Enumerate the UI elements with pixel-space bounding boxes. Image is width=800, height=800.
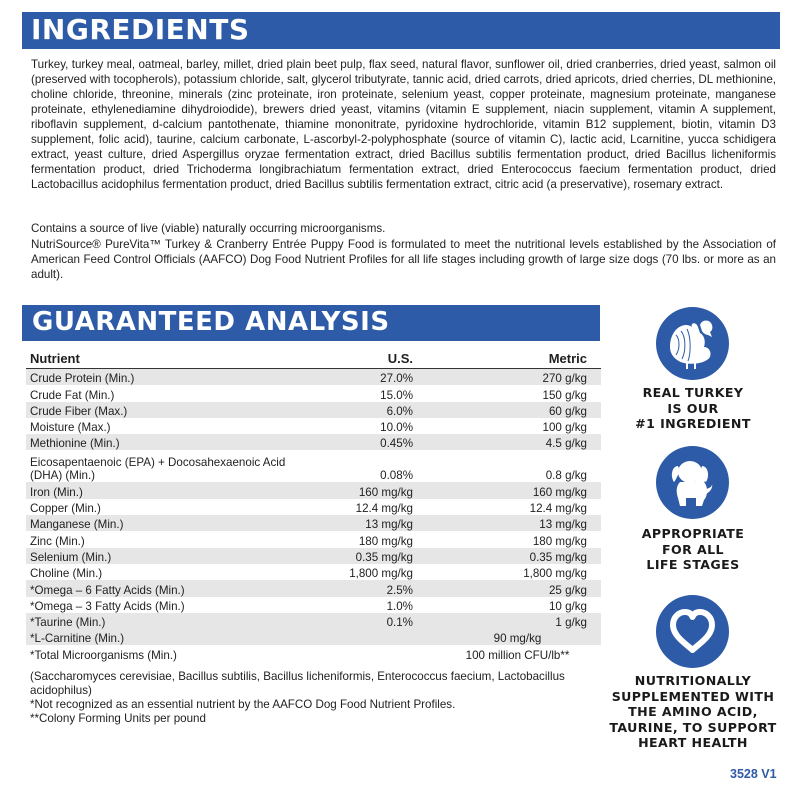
- table-row: [26, 613, 601, 629]
- cell-us: 0.08%: [380, 469, 413, 483]
- cell-us: 1.0%: [386, 599, 413, 613]
- table-row: [26, 597, 601, 613]
- ingredients-banner: [22, 12, 780, 49]
- contains-statement: Contains a source of live (viable) naturally occurring microorganisms.: [31, 222, 386, 235]
- cell-metric: 12.4 mg/kg: [529, 502, 587, 516]
- cell-nutrient: Moisture (Max.): [30, 421, 111, 435]
- heart-badge: [656, 595, 729, 668]
- table-row: [26, 564, 601, 580]
- cell-us: 0.35 mg/kg: [314, 548, 413, 564]
- badge-line: IS OUR: [667, 400, 719, 416]
- badge-line: APPROPRIATE: [641, 526, 745, 541]
- header-us: U.S.: [314, 348, 413, 369]
- header-metric: Metric: [413, 348, 601, 369]
- cell-value: 100 million CFU/lb**: [465, 648, 570, 662]
- cell-metric: 270 g/kg: [413, 369, 601, 386]
- turkey-badge: [656, 307, 729, 380]
- cell-nutrient: Eicosapentaenoic (EPA) + Docosahexaenoic Acid (DHA) (Min.): [30, 456, 286, 483]
- table-row: [26, 450, 601, 482]
- cell-metric: 60 g/kg: [413, 402, 601, 418]
- cell-us: 0.45%: [314, 434, 413, 450]
- table-row: [26, 515, 601, 531]
- cell-nutrient: Choline (Min.): [30, 567, 103, 581]
- cell-us: 27.0%: [314, 369, 413, 386]
- cell-us: 2.5%: [314, 580, 413, 596]
- cell-nutrient: Crude Protein (Min.): [26, 369, 314, 386]
- cell-us: 12.4 mg/kg: [355, 502, 413, 516]
- table-row: [26, 629, 601, 645]
- table-row: [26, 402, 601, 418]
- cell-us: 10.0%: [380, 421, 413, 435]
- product-code: 3528 V1: [730, 767, 777, 781]
- table-header-row: [26, 348, 601, 369]
- cell-metric: 0.8 g/kg: [545, 469, 587, 483]
- cell-nutrient: *Omega – 3 Fatty Acids (Min.): [30, 599, 185, 613]
- table-row: [26, 580, 601, 596]
- cell-value: 90 mg/kg: [314, 629, 601, 645]
- cell-metric: 0.35 mg/kg: [413, 548, 601, 564]
- cell-nutrient: Methionine (Min.): [26, 434, 314, 450]
- table-row: [26, 482, 601, 498]
- cell-us: 0.1%: [314, 613, 413, 629]
- cell-nutrient: Iron (Min.): [26, 482, 314, 498]
- badge-line: REAL TURKEY: [642, 385, 744, 400]
- turkey-icon: [656, 307, 729, 380]
- cell-us: 1,800 mg/kg: [349, 567, 413, 581]
- cell-metric: 10 g/kg: [548, 599, 587, 613]
- footnote-organisms: (Saccharomyces cerevisiae, Bacillus subtilis, Bacillus licheniformis, Enterococcus faecium, Lactobacillus acidophilus): [30, 670, 565, 697]
- cell-nutrient: *L-Carnitine (Min.): [26, 629, 314, 645]
- cell-metric: 1 g/kg: [413, 613, 601, 629]
- cell-us: 180 mg/kg: [358, 534, 413, 548]
- cell-metric: 160 mg/kg: [413, 482, 601, 498]
- cell-metric: 25 g/kg: [413, 580, 601, 596]
- cell-nutrient: Selenium (Min.): [26, 548, 314, 564]
- cell-nutrient: *Taurine (Min.): [26, 613, 314, 629]
- puppy-icon: [656, 446, 729, 519]
- header-nutrient: Nutrient: [26, 348, 314, 369]
- footnote-aafco: *Not recognized as an essential nutrient by the AAFCO Dog Food Nutrient Profiles.: [30, 698, 456, 711]
- badge-line: FOR ALL: [662, 541, 724, 557]
- badge-line: NUTRITIONALLY: [634, 673, 752, 688]
- cell-nutrient: Manganese (Min.): [26, 515, 314, 531]
- cell-nutrient: Copper (Min.): [30, 502, 101, 516]
- puppy-badge-label: [598, 526, 788, 573]
- table-row: [26, 418, 601, 434]
- table-row: [26, 385, 601, 401]
- cell-nutrient: *Total Microorganisms (Min.): [30, 648, 177, 662]
- cell-metric: 180 mg/kg: [532, 534, 587, 548]
- analysis-banner: [22, 305, 600, 341]
- cell-nutrient: Zinc (Min.): [30, 534, 85, 548]
- turkey-badge-label: [598, 385, 788, 432]
- cell-metric: 4.5 g/kg: [413, 434, 601, 450]
- cell-metric: 150 g/kg: [542, 388, 587, 402]
- aafco-statement: NutriSource® PureVita™ Turkey & Cranberry Entrée Puppy Food is formulated to meet the nutritional levels established by the Association of American Feed Control Officials (AAFCO) Dog Food Nutrient Profiles for all life stages including growth of large size dogs (70 lbs. or more as an adult).: [31, 238, 776, 281]
- cell-nutrient: Crude Fiber (Max.): [26, 402, 314, 418]
- cell-us: 160 mg/kg: [314, 482, 413, 498]
- badge-line: SUPPLEMENTED WITH: [611, 688, 775, 704]
- puppy-badge: [656, 446, 729, 519]
- cell-nutrient: *Omega – 6 Fatty Acids (Min.): [26, 580, 314, 596]
- badge-line: TAURINE, TO SUPPORT: [609, 719, 777, 735]
- table-row: [26, 434, 601, 450]
- ingredients-list: Turkey, turkey meal, oatmeal, barley, millet, dried plain beet pulp, flax seed, natural flavor, sunflower oil, dried cranberries, dried yeast, salmon oil (preserved with tocopherols), potassium chloride, salt, glycerol tributyrate, tannic acid, dried carrots, dried apricots, dried cherries, DL methionine, choline chloride, threonine, minerals (zinc proteinate, iron proteinate, selenium yeast, copper proteinate, magnesium proteinate, manganese proteinate, ethylenediamine dihydroiodide), brewers dried yeast, vitamins (vitamin E supplement, niacin supplement, vitamin A supplement, riboflavin supplement, d-calcium pantothenate, thiamine mononitrate, pyridoxine hydrochloride, vitamin B12 supplement, biotin, vitamin D3 supplement, folic acid), taurine, calcium carbonate, L-ascorbyl-2-polyphosphate (source of vitamin C), lactic acid, Lcarnitine, yucca schidigera extract, yeast culture, dried Aspergillus oryzae fermentation extract, dried Bacillus subtilis fermentation product, dried Bacillus licheniformis fermentation product, dried Trichoderma longibrachiatum fermentation extract, dried Enterococcus faecium fermentation product, dried Lactobacillus acidophilus fermentation product, dried Bacillus subtilis fermentation extract, citric acid (a preservative), rosemary extract.: [31, 58, 776, 191]
- badge-line: THE AMINO ACID,: [628, 704, 758, 719]
- badge-line: HEART HEALTH: [638, 735, 748, 750]
- cell-metric: 100 g/kg: [542, 421, 587, 435]
- cell-us: 15.0%: [380, 388, 413, 402]
- badge-line: #1 INGREDIENT: [635, 416, 751, 431]
- heart-badge-label: [598, 673, 788, 751]
- cell-us: 13 mg/kg: [314, 515, 413, 531]
- table-row: [26, 369, 601, 386]
- cell-us: 6.0%: [314, 402, 413, 418]
- cell-metric: 1,800 mg/kg: [523, 567, 587, 581]
- table-row: [26, 531, 601, 547]
- table-row: [26, 548, 601, 564]
- ingredients-title: INGREDIENTS: [31, 13, 250, 46]
- heart-icon: [656, 595, 729, 668]
- table-row: [26, 645, 601, 661]
- table-row: [26, 499, 601, 515]
- footnotes: [30, 670, 600, 726]
- analysis-title: GUARANTEED ANALYSIS: [32, 307, 390, 337]
- guaranteed-analysis-table: [26, 348, 601, 662]
- footnote-cfu: **Colony Forming Units per pound: [30, 712, 206, 725]
- cell-nutrient: Crude Fat (Min.): [30, 388, 115, 402]
- badge-line: LIFE STAGES: [646, 557, 740, 572]
- cell-metric: 13 mg/kg: [413, 515, 601, 531]
